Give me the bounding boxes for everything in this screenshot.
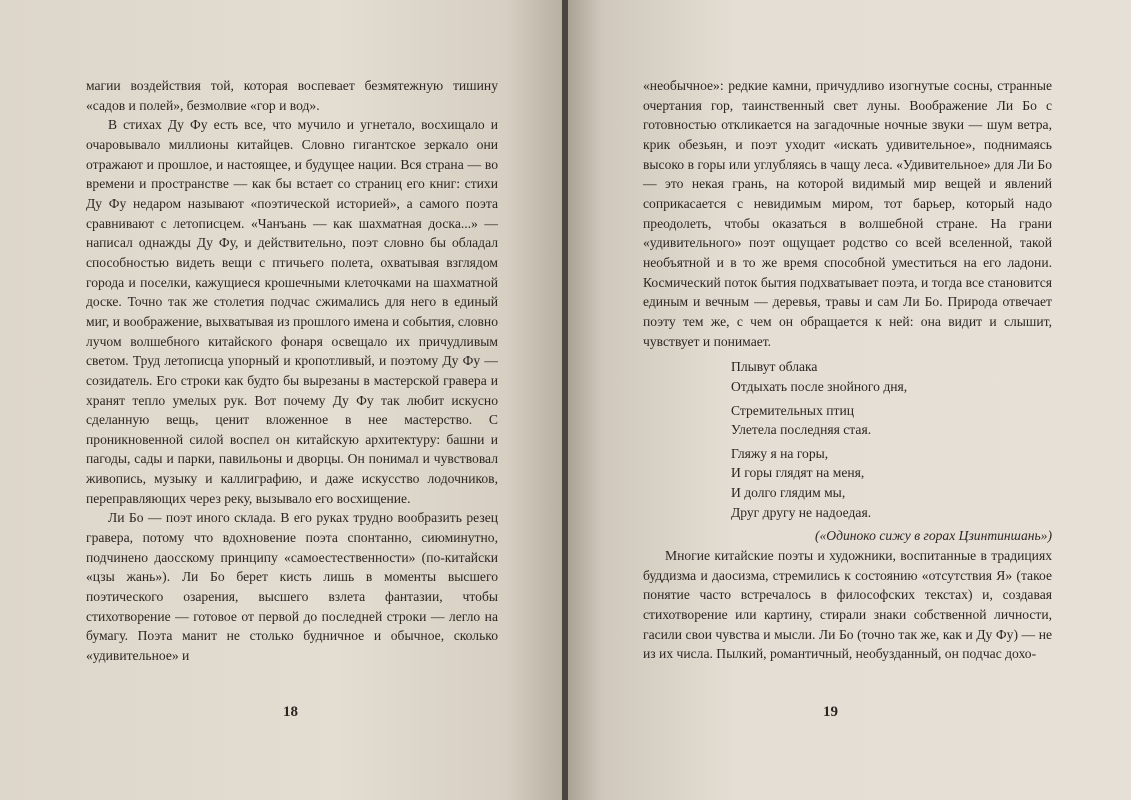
left-paragraph-3: Ли Бо — поэт иного склада. В его руках трудно вообразить резец гравера, потому что вдохновение поэта спонтанно, сиюминутно, подчинено даосскому принципу «самоестественности» (по-китайски «цзы жань»). Ли Бо берет кисть лишь в моменты высшего поэтического озарения, высшего взлета фантазии, чтобы стихотворение — готовое от первой до последней строки — легло на бумагу. Поэта манит не столько будничное и обычное, сколько «удивительное» и (86, 510, 498, 664)
left-paragraph-1: магии воздействия той, которая воспевает безмятежную тишину «садов и полей», безмолвие «гор и вод». (86, 78, 498, 113)
poem-line: Стремительных птиц (731, 402, 855, 418)
left-page (0, 0, 562, 800)
poem-line: Гляжу я на горы, (731, 445, 829, 461)
page-number-right: 19 (823, 704, 838, 720)
page-number-left: 18 (283, 704, 298, 720)
poem-stanza-2 (731, 401, 1052, 440)
poem-line: Улетела последняя стая. (731, 422, 872, 438)
right-paragraph-1: «необычное»: редкие камни, причудливо изогнутые сосны, странные очертания гор, таинственный свет луны. Воображение Ли Бо с готовностью откликается на загадочные ночные звуки — шум ветра, крик обезьян, и поэт уходит «искать удивительное», поднимаясь высоко в горы или углубляясь в чащу леса. «Удивительное» для Ли Бо — это некая грань, на которой видимый мир вещей и явлений соприкасается с невидимым миром, тот барьер, который надо преодолеть, чтобы оказаться в волшебной стране. На грани «удивительного» поэт ощущает родство со всей вселенной, такой необъятной и в то же время способной уместиться на его ладони. Космический поток бытия подхватывает поэта, и тогда все становится единым и вечным — деревья, травы и сам Ли Бо. Природа отвечает поэту тем же, с чем он обращается к ней: она видит и слышит, чувствует и понимает. (643, 78, 1052, 349)
poem-line: Плывут облака (731, 359, 818, 375)
left-page-text (86, 76, 498, 666)
poem-stanza-3 (731, 444, 1052, 523)
poem-line: И долго глядим мы, (731, 485, 846, 501)
right-page-text (643, 76, 1052, 664)
right-page (568, 0, 1131, 800)
poem-line: И горы глядят на меня, (731, 465, 865, 481)
poem (731, 357, 1052, 522)
left-paragraph-2: В стихах Ду Фу есть все, что мучило и угнетало, восхищало и очаровывало миллионы китайцев. Словно гигантское зеркало они отражают и прошлое, и настоящее, и будущее нации. Вся страна — во времени и пространстве — как бы встает со страниц его книг: стихи Ду Фу недаром называют «поэтической историей», а самого поэта сравнивают с летописцем. «Чанъань — как шахматная доска...» — написал однажды Ду Фу, и действительно, поэт словно бы обладал способностью видеть вещи с птичьего полета, охватывая взглядом города и поселки, кажущиеся крошечными клеточками на шахматной доске. Точно так же столетия подчас сжимались для него в единый миг, и воображение, выхватывая из прошлого имена и события, словно лучом волшебного китайского фонаря освещало их причудливым светом. Труд летописца упорный и кропотливый, и поэтому Ду Фу — созидатель. Его строки как будто бы вырезаны в мастерской гравера и хранят тепло умелых рук. Вот почему Ду Фу так любит искусно сделанную вещь, ценит вложенное в нее мастерство. С проникновенной силой воспел он китайскую архитектуру: башни и пагоды, сады и парки, павильоны и дворцы. Он понимал и чувствовал живопись, музыку и каллиграфию, и даже искусство лодочников, переправляющих через реку, вызывало его восхищение. (86, 117, 498, 506)
poem-line: Отдыхать после знойного дня, (731, 378, 908, 394)
poem-source: («Одиноко сижу в горах Цзинтиншань») (814, 528, 1052, 544)
right-paragraph-2: Многие китайские поэты и художники, воспитанные в традициях буддизма и даосизма, стремились к состоянию «отсутствия Я» (такое понятие часто встречалось в философских текстах) и, создавая стихотворение или картину, стирали знаки собственной личности, гасили свои чувства и мысли. Ли Бо (точно так же, как и Ду Фу) — не из их числа. Пылкий, романтичный, необузданный, он подчас дохо- (643, 548, 1052, 662)
poem-stanza-1 (731, 357, 1052, 396)
poem-line: Друг другу не надоедая. (731, 504, 872, 520)
